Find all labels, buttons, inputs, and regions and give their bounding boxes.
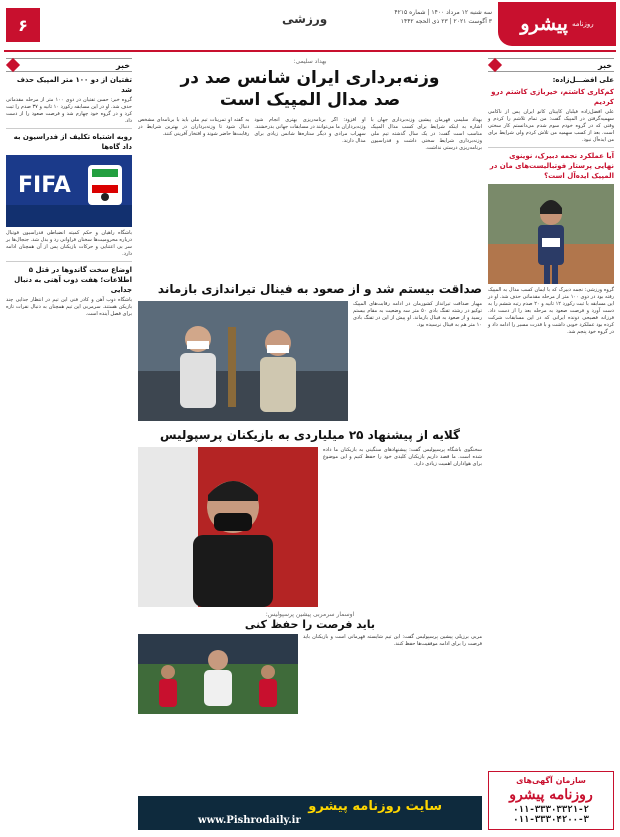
website-banner[interactable] <box>138 796 482 830</box>
fifa-photo <box>6 155 132 227</box>
ad-box <box>488 771 614 830</box>
article-text: مربی برزیلی پیشین پرسپولیس گفت: این تیم شایسته قهرمانی است و بازیکنان باید فرصت را برای ادامه موفقیت‌ها حفظ کنند. <box>303 634 482 647</box>
fortune-article <box>138 634 482 714</box>
ad-logo: روزنامه پیشرو <box>509 787 593 803</box>
news-headline: تفتیان از دو ۱۰۰ متر المپیک حذف شد <box>16 76 132 94</box>
article-kicker: اوسمار سرمربی پیشین پرسپولیس: <box>265 611 355 618</box>
article-kicker: بهداد سلیمی: <box>293 58 327 65</box>
persepolis-photo-art <box>138 447 318 607</box>
article-headline: باید فرصت را حفظ کنی <box>244 618 376 631</box>
news-body: باشگاه ذوب آهن و کادر فنی این تیم در انتظار جدایی چند بازیکن هستند. سرمربی این تیم همچنان به دنبال نفرات تازه برای فصل آینده است. <box>6 297 132 317</box>
persepolis-article <box>138 447 482 607</box>
news-author: علی افضـــل‌زاده: <box>552 76 614 84</box>
date-line: سه شنبه ۱۲ مرداد ۱۴۰۰ | شماره ۴۲۱۵ <box>394 9 492 16</box>
osmar-photo-art <box>138 634 298 714</box>
article-headline: صداقت بیستم شد و از صعود به فینال تیراندازی بازماند <box>157 282 482 296</box>
photo-caption: آیا عملکرد نجمه دبیرک، نوینوی نهایی پرستار فوتبالیست‌های مان در المپیک ایده‌آل است؟ <box>489 152 614 180</box>
osmar-photo <box>138 634 298 714</box>
diamond-icon <box>6 58 20 72</box>
newspaper-logo <box>498 2 616 46</box>
persepolis-photo <box>138 447 318 607</box>
divider <box>6 261 132 262</box>
main-headline: وزنه‌برداری ایران شانس صد در صد مدال المپیک است <box>180 68 440 110</box>
khabar-header <box>488 58 614 72</box>
masthead <box>4 2 616 48</box>
shooting-photo-art <box>138 301 348 421</box>
page-number: ۶ <box>6 8 40 42</box>
shooting-article <box>138 301 482 421</box>
athlete-photo-art <box>488 184 614 284</box>
middle-column <box>138 58 482 830</box>
logo-wordmark: پیشرو <box>520 13 568 35</box>
shooting-photo <box>138 301 348 421</box>
news-body: باشگاه راهیان و حکم کمیته انضباطی فدراسیون فوتبال درباره محرومیت‌ها سخنان فراوانی رد و بدل شد. جنجال‌ها بر سر بی اعتنایی و حرکات بازیکنان پس از آن همچنان ادامه دارد. <box>6 230 132 257</box>
news-headline: کم‌کاری کاشتم، خیر‌بازی کاشتم درو کردیم <box>491 88 614 106</box>
ad-title: سازمان آگهی‌های <box>516 776 586 785</box>
section-title: ورزشی <box>282 12 328 26</box>
athlete-photo <box>488 184 614 284</box>
article-text: مهیار صداقت تیرانداز کشورمان در ادامه رقابت‌های المپیک توکیو در رشته تفنگ بادی ۵۰ متر سه وضعیت به مقام بیستم رسید و از صعود به فینال بازماند. او پیش از این در تفنگ بادی ۱۰ متر هم به فینال نرسیده بود. <box>353 301 482 328</box>
article-text: سخنگوی باشگاه پرسپولیس گفت: پیشنهادهای سنگینی به بازیکنان ما داده شده است. ما قصد داریم بازیکنان کلیدی خود را حفظ کنیم و این موضوع برای هواداران اهمیت زیادی دارد. <box>323 447 482 467</box>
date-line: ۳ آگوست ۲۰۲۱ | ۲۳ ذی الحجه ۱۴۴۲ <box>400 18 492 25</box>
news-headline: اوضاع سخت گاندوها در قتل ۵ اطلاعات؛ هفت ذوب آهنی به دنبال جدایی <box>14 266 132 294</box>
news-body: علی افضل‌زاده فیلبان کاپیتان کانو ایران پس از ناکامی سهمیه‌گرفتن در المپیک گفت: من تمام تلاشم را کردم و وقتی که در گروه خودم سوم شدم می‌دانستم کار سختی است. بعد از کسب سهمیه من تلاش کردم ولی شرایط برای من ایده‌آل نبود. <box>488 109 614 143</box>
left-column <box>6 58 132 830</box>
logo-prefix: روزنامه <box>571 20 594 28</box>
banner-title: سایت روزنامه پیشرو <box>308 799 442 814</box>
news-headline: روبه اشتباه تکلیف از فدراسیون به داد گاه‌ها <box>13 133 132 151</box>
article-text-col: بهداد سلیمی قهرمان پیشین وزنه‌برداری جهان با اشاره به اینکه شرایط برای کسب مدال المپیک مناسب است گفت: در یک سال گذشته تیم ملی وزنه‌برداری شرایط سختی داشت و فدراسیون برنامه‌ریزی درستی نداشت. <box>370 117 482 151</box>
divider <box>6 128 132 129</box>
date-block <box>394 8 492 26</box>
khabar-header <box>6 58 132 72</box>
khabar-label: خبر <box>115 60 130 70</box>
main-article-columns <box>138 117 482 277</box>
masthead-rule <box>4 50 616 52</box>
right-column <box>488 58 614 830</box>
article-text-col: به گفته او تمرینات تیم ملی باید با برنامه‌ای مشخص دنبال شود تا وزنه‌برداران در بهترین شرایط در رقابت‌ها حاضر شوند و افتخار آفرینی کنند. <box>138 117 250 137</box>
article-headline: گلایه از پیشنهاد ۲۵ میلیاردی به بازیکنان پرسپولیس <box>160 428 460 442</box>
ad-phone: ۰۱۱-۳۳۳۰۳۳۲۱-۲ <box>513 805 589 815</box>
fifa-wordmark: FIFA <box>18 173 71 198</box>
news-body: گروه ورزشی: نجمه دبیرک که با ایمان کسب مدال به المپیک رفته بود در دوی ۱۰۰ متر از مرحله مقدماتی حذف شد. او در این مسابقه با ثبت رکورد ۱۲ ثانیه و ۲۰ صدم رتبه ششم را به دست آورد و فرصت صعود به مرحله بعد را از دست داد. فرزانه فصیحی دونده ایرانی که در این مسابقات شرکت کرده بود عملکرد خوبی داشت و با قدرت مسیر را ادامه داد و در گروه خود پنجم شد. <box>488 287 615 335</box>
news-body: گروه خبر: حسن تفتیان در دوی ۱۰۰ متر از مرحله مقدماتی حذف شد. او در این مسابقه رکورد ۱۰ ثانیه و ۳۷ صدم را ثبت کرد و در گروه خود چهارم شد و فرصت صعود را از دست داد. <box>6 97 132 124</box>
article-text-col: او افزود: اگر برنامه‌ریزی بهتری انجام شود وزنه‌برداران ما می‌توانند در مسابقات جهانی بدرخشند. سهراب مرادی و دیگر ستاره‌ها شانس زیادی برای مدال دارند. <box>254 117 366 144</box>
khabar-label: خبر <box>597 60 612 70</box>
divider <box>488 147 614 148</box>
diamond-icon <box>488 58 502 72</box>
ad-phone: ۰۱۱-۳۳۳۰۴۲۰۰-۳ <box>513 815 589 825</box>
banner-url[interactable]: www.Pishrodaily.ir <box>198 815 301 826</box>
